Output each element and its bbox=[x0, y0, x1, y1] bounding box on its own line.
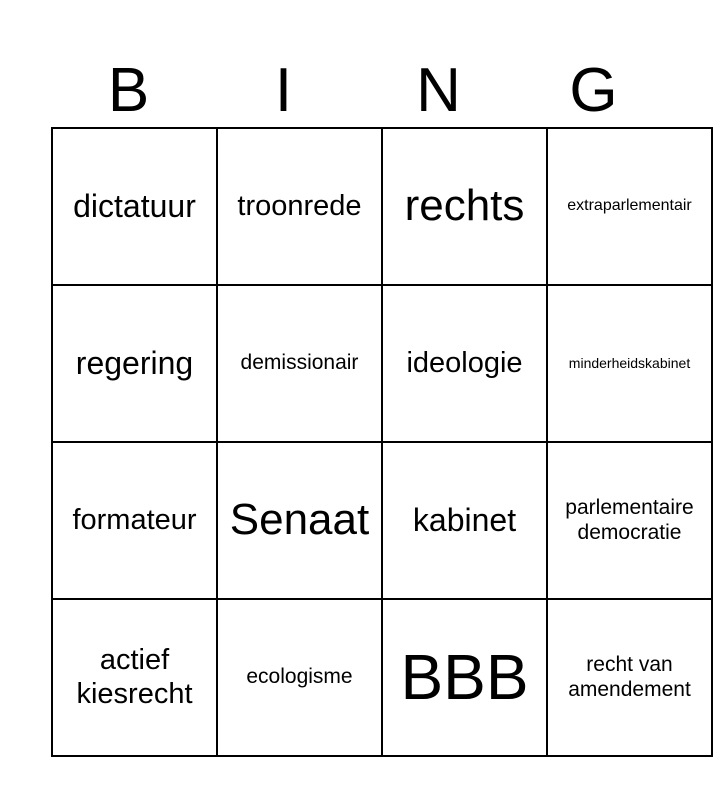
bingo-header bbox=[51, 54, 671, 128]
bingo-cell[interactable]: minderheidskabinet bbox=[547, 285, 712, 442]
board-row bbox=[52, 285, 712, 442]
bingo-cell[interactable]: extraparlementair bbox=[547, 128, 712, 285]
bingo-cell[interactable]: BBB bbox=[382, 599, 547, 756]
bingo-cell[interactable]: troonrede bbox=[217, 128, 382, 285]
board-row bbox=[52, 442, 712, 599]
bingo-cell[interactable]: parlementaire democratie bbox=[547, 442, 712, 599]
bingo-cell[interactable]: kabinet bbox=[382, 442, 547, 599]
bingo-cell[interactable]: regering bbox=[52, 285, 217, 442]
header-letter-g: G bbox=[569, 56, 618, 125]
bingo-cell[interactable]: demissionair bbox=[217, 285, 382, 442]
board-row bbox=[52, 128, 712, 285]
header-letter-i: I bbox=[274, 56, 293, 125]
bingo-cell[interactable]: rechts bbox=[382, 128, 547, 285]
bingo-cell[interactable]: recht van amendement bbox=[547, 599, 712, 756]
bingo-cell[interactable]: Senaat bbox=[217, 442, 382, 599]
bingo-board bbox=[51, 127, 713, 757]
bingo-cell[interactable]: dictatuur bbox=[52, 128, 217, 285]
bingo-cell[interactable]: formateur bbox=[52, 442, 217, 599]
board-row bbox=[52, 599, 712, 756]
bingo-cell[interactable]: ecologisme bbox=[217, 599, 382, 756]
header-letter-b: B bbox=[107, 56, 150, 125]
bingo-cell[interactable]: ideologie bbox=[382, 285, 547, 442]
header-letter-n: N bbox=[416, 56, 461, 125]
bingo-cell[interactable]: actief kiesrecht bbox=[52, 599, 217, 756]
